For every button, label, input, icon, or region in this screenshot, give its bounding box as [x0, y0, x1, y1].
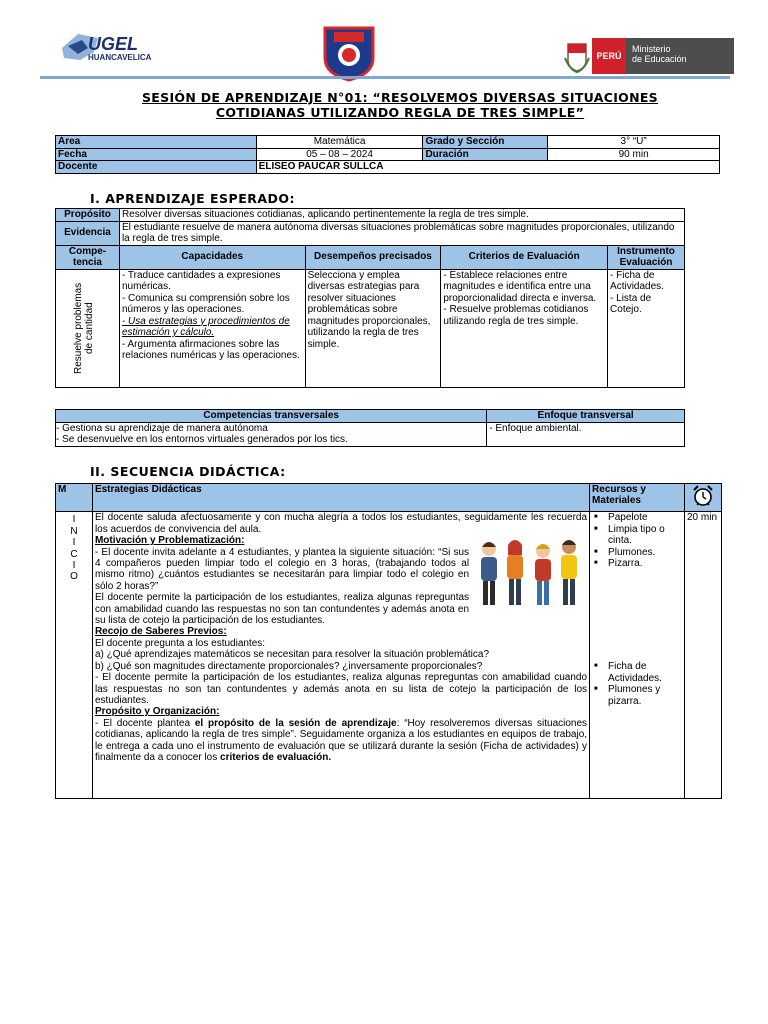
page-title	[90, 90, 710, 120]
col-competencia: Compe- tencia	[56, 245, 120, 269]
cap-2: - Comunica su comprensión sobre los números y las operaciones.	[121, 292, 290, 315]
cap-1: - Traduce cantidades a expresiones numéricas.	[121, 269, 281, 292]
moment-letter: C	[70, 548, 78, 560]
grado-value: 3° “U”	[548, 136, 720, 149]
moment-letter: I	[72, 537, 76, 549]
school-crest	[320, 22, 378, 82]
comp-1: - Gestiona su aprendizaje de manera autónoma	[56, 422, 268, 434]
area-value: Matemática	[256, 136, 423, 149]
ugel-map-icon	[58, 26, 153, 76]
minedu-logo	[562, 38, 734, 74]
question-a: a) ¿Qué aprendizajes matemáticos se necesitan para resolver la situación problemática?	[94, 649, 490, 661]
capacidades-cell	[119, 269, 305, 387]
students-illustration	[475, 535, 585, 611]
students-image	[475, 535, 585, 611]
proposito-heading: Propósito y Organización:	[94, 706, 220, 718]
instrumento-cell	[608, 269, 685, 387]
cap-3: - Usa estrategias y procedimientos de estimación y cálculo.	[121, 315, 290, 338]
col-competencias-transversales: Competencias transversales	[56, 410, 487, 423]
header-divider	[40, 76, 730, 79]
competencia-value: Resuelve problemas de cantidad	[73, 282, 96, 374]
duracion-label: Duración	[423, 148, 548, 161]
moment-letter: O	[70, 571, 78, 583]
col-instrumento: Instrumento Evaluación	[608, 245, 685, 269]
proposito-value: Resolver diversas situaciones cotidianas, aplicando pertinentemente la regla de tres simple.	[119, 209, 684, 222]
section1-title: I. APRENDIZAJE ESPERADO:	[90, 191, 296, 206]
learning-table	[55, 208, 685, 388]
col-recursos: Recursos y Materiales	[590, 484, 685, 512]
col-desempenos: Desempeños precisados	[305, 245, 441, 269]
inst-1: - Ficha de Actividades.	[610, 269, 664, 292]
col-m: M	[56, 484, 93, 512]
evidencia-label: Evidencia	[56, 221, 120, 245]
participacion2-paragraph: - El docente permite la participación de los estudiantes, realiza algunas repreguntas con amabilidad cuando las respuestas no son tan contundentes y además anota en su lista de cotejo la participación de los estudiantes.	[94, 672, 588, 706]
col-criterios: Criterios de Evaluación	[441, 245, 608, 269]
moment-letter: I	[72, 560, 76, 572]
list-item: ■ Plumones y pizarra.	[608, 684, 682, 707]
competencia-cell	[56, 269, 120, 387]
peru-shield-icon	[562, 38, 592, 74]
duracion-value: 90 min	[548, 148, 720, 161]
grado-label: Grado y Sección	[423, 136, 548, 149]
docente-label: Docente	[56, 161, 257, 174]
crest-icon	[320, 22, 378, 82]
participacion-paragraph: El docente permite la participación de los estudiantes, realiza algunas repreguntas con amabilidad cuando las respuestas no son tan contundentes y además anota en su lista de cotejo la participación de los estudiantes.	[94, 592, 470, 627]
inst-2: - Lista de Cotejo.	[610, 292, 652, 315]
motivacion-paragraph: - El docente invita adelante a 4 estudiantes, y plantea la siguiente situación: “Si sus 4 compañeros pueden limpiar todo el colegio en 3 horas, (trabajando todos al mismo ritmo) ¿cuántos estudiantes se necesitarán para limpiar todo el colegio en sólo 2 horas?”	[94, 546, 470, 592]
title-line2: COTIDIANAS UTILIZANDO REGLA DE TRES SIMPLE”	[215, 105, 585, 120]
alarm-clock-icon	[691, 484, 715, 508]
proposito-label: Propósito	[56, 209, 120, 222]
comp-2: - Se desenvuelve en los entornos virtuales generados por los tics.	[56, 434, 348, 445]
prop-part-c: : “Hoy resolveremos diversas situaciones cotidianas, aplicando la regla de tres simple”. Seguidamente organiza a los estudiantes en equipos de trabajo, le entrega a cada uno el instrumento de evaluación que se utilizará durante la sesión (Ficha de actividades) y finalmente da a conocer los	[94, 717, 588, 763]
prop-part-a: - El docente plantea	[94, 717, 195, 729]
section2-title: II. SECUENCIA DIDÁCTICA:	[90, 464, 286, 479]
ugel-name: UGEL	[88, 34, 139, 54]
proposito-paragraph	[95, 718, 587, 764]
crit-2: - Resuelve problemas cotidianos utilizando regla de tres simple.	[443, 304, 589, 327]
list-item: ■ Ficha de Actividades.	[608, 661, 682, 684]
docente-value: ELISEO PAUCAR SULLCA	[256, 161, 719, 174]
info-table	[55, 135, 720, 174]
list-item: ■ Limpia tipo o cinta.	[608, 524, 682, 547]
recursos-list-1	[592, 512, 682, 569]
saberes-heading: Recojo de Saberes Previos:	[94, 626, 227, 638]
strategies-cell	[92, 512, 589, 799]
moment-letter: I	[72, 514, 76, 526]
fecha-label: Fecha	[56, 148, 257, 161]
competencias-cell	[56, 422, 487, 446]
ugel-region: HUANCAVELICA	[88, 53, 152, 62]
area-label: Área	[56, 136, 257, 149]
moment-letter: N	[70, 525, 78, 537]
ministry-line2: de Educación	[632, 54, 687, 64]
intro-paragraph: El docente saluda afectuosamente y con mucha alegría a todos los estudiantes, seguidamente les recuerda los acuerdos de convivencia del aula.	[94, 512, 588, 535]
list-item: ■ Plumones.	[608, 547, 682, 558]
peru-label: PERÚ	[592, 38, 626, 74]
fecha-value: 05 – 08 – 2024	[256, 148, 423, 161]
sequence-table	[55, 483, 722, 799]
recursos-cell	[590, 512, 685, 799]
prop-part-b: el propósito de la sesión de aprendizaje	[194, 717, 397, 729]
ministry-line1: Ministerio	[632, 44, 671, 54]
title-line1: SESIÓN DE APRENDIZAJE N°01: “RESOLVEMOS DIVERSAS SITUACIONES	[142, 90, 658, 105]
moment-cell	[56, 512, 93, 799]
tiempo-value: 20 min	[684, 512, 721, 799]
question-b: b) ¿Qué son magnitudes directamente proporcionales? ¿inversamente proporcionales?	[94, 660, 483, 672]
pregunta-paragraph: El docente pregunta a los estudiantes:	[94, 637, 266, 649]
ministry-label	[626, 38, 734, 74]
prop-part-d: criterios de evaluación.	[220, 751, 332, 763]
transversal-table	[55, 409, 685, 447]
ugel-logo	[58, 26, 153, 76]
motivacion-heading: Motivación y Problematización:	[94, 535, 245, 547]
list-item: ■ Papelote	[608, 512, 682, 523]
motivacion-block	[95, 547, 587, 627]
desempeno-value: Selecciona y emplea diversas estrategias para resolver situaciones problemáticas sobre magnitudes proporcionales, utilizando la regla de tres simple.	[305, 269, 441, 387]
recursos-list-2	[592, 661, 682, 707]
crit-1: - Establece relaciones entre magnitudes e identifica entre una proporcionalidad directa e inversa.	[443, 269, 597, 304]
evidencia-value: El estudiante resuelve de manera autónoma diversas situaciones problemáticas sobre magnitudes proporcionales, utilizando la regla de tres simple.	[119, 221, 684, 245]
cap-4: - Argumenta afirmaciones sobre las relaciones numéricas y las operaciones.	[121, 338, 300, 361]
clock-cell	[684, 484, 721, 512]
col-capacidades: Capacidades	[119, 245, 305, 269]
col-enfoque-transversal: Enfoque transversal	[487, 410, 685, 423]
criterios-cell	[441, 269, 608, 387]
enfoque-value: - Enfoque ambiental.	[487, 422, 685, 446]
list-item: ■ Pizarra.	[608, 558, 682, 569]
col-estrategias: Estrategias Didácticas	[92, 484, 589, 512]
